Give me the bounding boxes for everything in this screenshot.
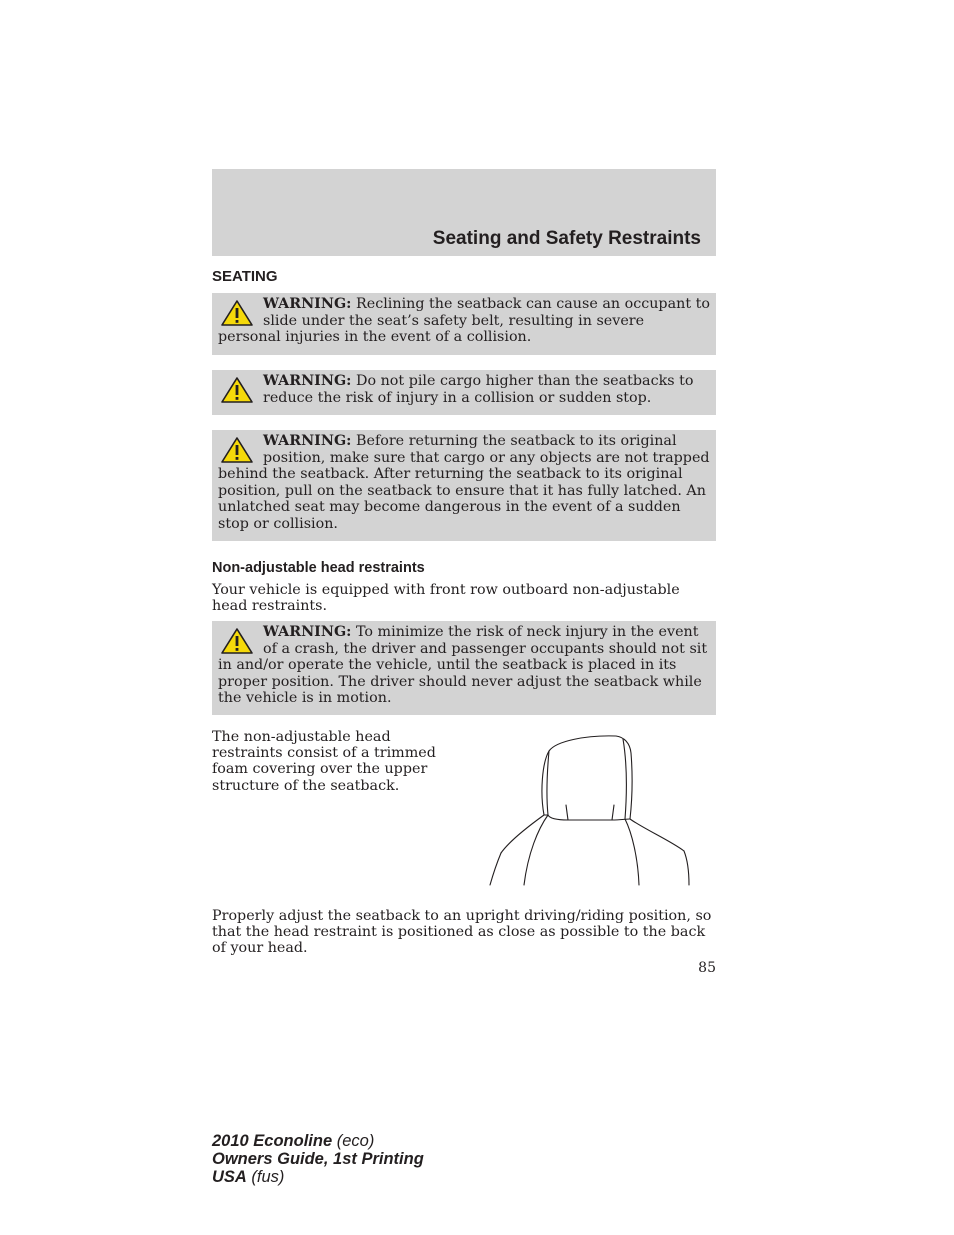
warning-box-cargo <box>212 370 716 415</box>
subsection-heading: Non-adjustable head restraints <box>212 560 425 576</box>
intro-paragraph: Your vehicle is equipped with front row outboard non-adjustable head restraints. <box>212 582 680 615</box>
warning-label: WARNING: <box>263 296 352 312</box>
footer-model: 2010 Econoline <box>212 1132 333 1150</box>
warning-triangle-icon <box>220 627 254 655</box>
footer-region: USA <box>212 1168 247 1186</box>
head-restraint-illustration <box>486 733 696 888</box>
warning-triangle-icon <box>220 436 254 464</box>
warning-text: Before returning the seatback to its original position, make sure that cargo or any objects are not trapped behind the seatback. After returning the seatback to its original position, pull on the seatback to ensure that it has fully latched. An unlatched seat may become dangerous in the event of a sudden stop or collision. <box>218 433 710 532</box>
footer-guide: Owners Guide, 1st Printing <box>212 1150 424 1168</box>
warning-text: Reclining the seatback can cause an occupant to slide under the seat’s safety belt, resulting in severe personal injuries in the event of a collision. <box>218 296 710 345</box>
figure-description: The non-adjustable head restraints consist of a trimmed foam covering over the upper structure of the seatback. <box>212 729 436 794</box>
footer-publication-info <box>212 1132 424 1186</box>
warning-text: To minimize the risk of neck injury in the event of a crash, the driver and passenger occupants should not sit in and/or operate the vehicle, until the seatback is placed in its proper position. The driver should never adjust the seatback while the vehicle is in motion. <box>218 624 708 706</box>
section-heading: SEATING <box>212 268 278 285</box>
chapter-header-band <box>212 169 716 256</box>
warning-label: WARNING: <box>263 624 352 640</box>
warning-text: Do not pile cargo higher than the seatbacks to reduce the risk of injury in a collision or sudden stop. <box>263 373 694 406</box>
page-number: 85 <box>698 960 716 976</box>
footer-region-code: (fus) <box>246 1168 285 1186</box>
warning-box-seatback-latch <box>212 430 716 541</box>
warning-label: WARNING: <box>263 433 352 449</box>
adjust-paragraph: Properly adjust the seatback to an upright driving/riding position, so that the head restraint is positioned as close as possible to the back of your head. <box>212 908 712 957</box>
chapter-title: Seating and Safety Restraints <box>432 228 701 249</box>
footer-model-code: (eco) <box>332 1132 375 1150</box>
warning-label: WARNING: <box>263 373 352 389</box>
warning-triangle-icon <box>220 376 254 404</box>
warning-triangle-icon <box>220 299 254 327</box>
warning-box-reclining <box>212 293 716 355</box>
warning-box-neck-injury <box>212 621 716 715</box>
